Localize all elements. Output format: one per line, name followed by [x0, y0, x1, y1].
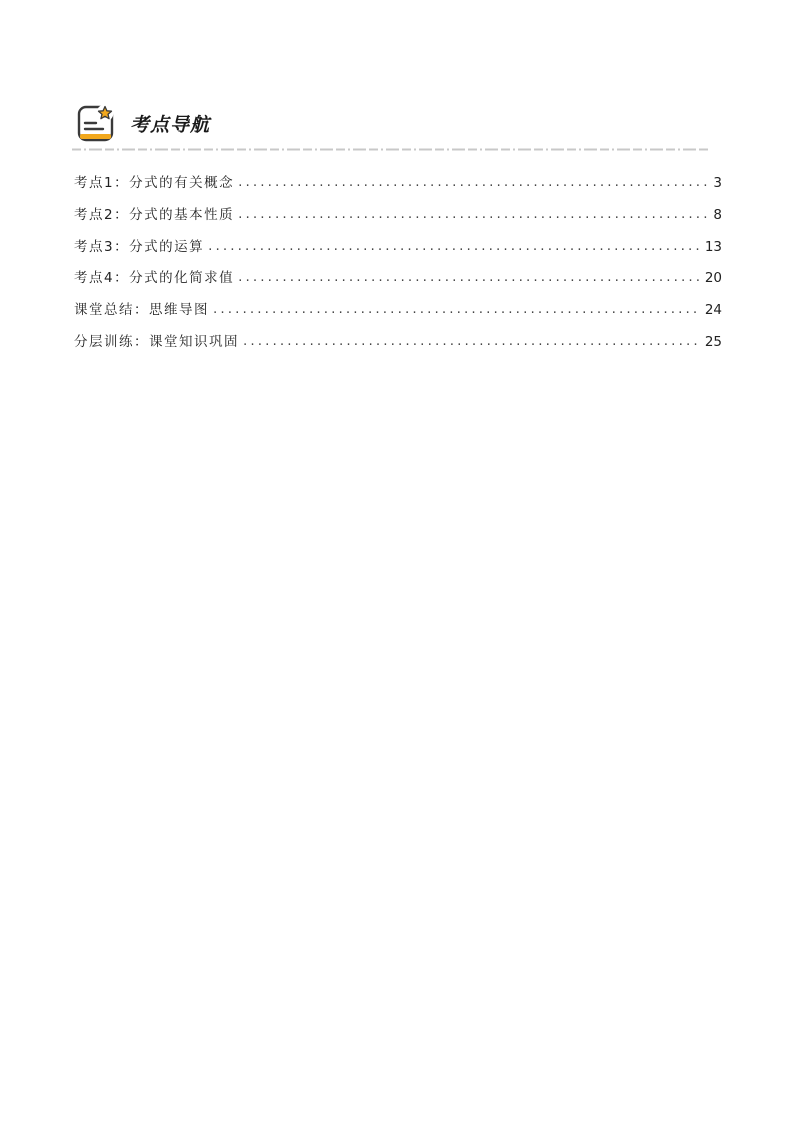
- toc-entry-practice[interactable]: [74, 327, 722, 359]
- toc-dot-leader: [213, 294, 701, 326]
- toc-entry-label: 考点4：分式的化简求值: [74, 270, 235, 287]
- toc-page-number: 13: [704, 238, 722, 255]
- toc-entry-label: 考点1：分式的有关概念: [74, 175, 235, 191]
- toc-page-number: 25: [704, 333, 722, 350]
- toc-entry-label: 课堂总结：思维导图: [74, 302, 209, 319]
- toc-entry-label: 考点2：分式的基本性质: [74, 206, 235, 223]
- toc-dot-leader: [238, 167, 709, 199]
- toc-dot-leader: [238, 199, 709, 231]
- toc-page-number: 20: [704, 270, 722, 287]
- toc-entry-label: 分层训练：课堂知识巩固: [74, 333, 239, 350]
- section-divider: [72, 148, 710, 151]
- toc-entry-topic-4[interactable]: [74, 263, 722, 295]
- list-star-icon: [76, 103, 116, 143]
- table-of-contents: [74, 168, 722, 359]
- toc-page-number: 24: [704, 302, 722, 319]
- toc-entry-label: 考点3：分式的运算: [74, 238, 205, 255]
- toc-dot-leader: [238, 262, 701, 294]
- toc-entry-summary[interactable]: [74, 295, 722, 327]
- section-header: [76, 101, 210, 145]
- toc-page-number: 8: [713, 206, 722, 223]
- toc-entry-topic-1[interactable]: [74, 168, 722, 200]
- toc-entry-topic-2[interactable]: [74, 200, 722, 232]
- page-title: 考点导航: [130, 113, 211, 136]
- toc-dot-leader: [208, 231, 701, 263]
- toc-entry-topic-3[interactable]: [74, 232, 722, 264]
- toc-dot-leader: [243, 326, 701, 358]
- toc-page-number: 3: [713, 175, 722, 191]
